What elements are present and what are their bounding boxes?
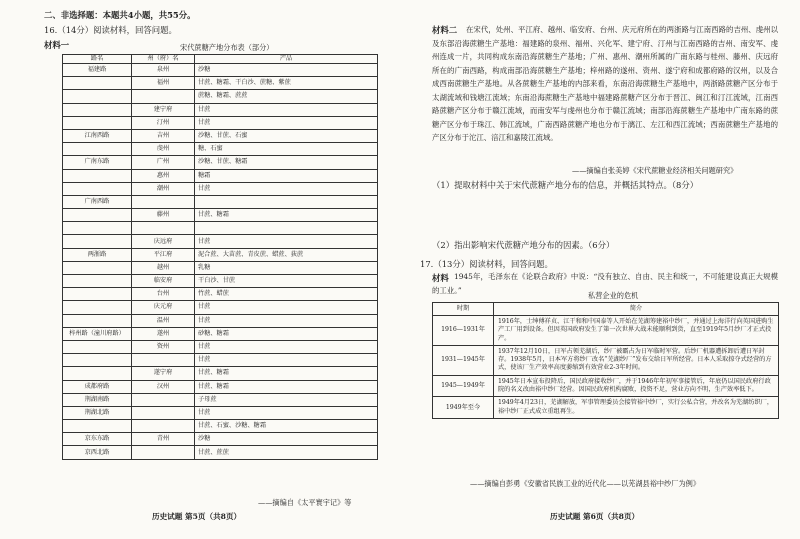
- material2-source: ——摘编自张美婷《宋代蔗糖业经济相关问题研究》: [572, 166, 738, 175]
- route-cell: [63, 261, 132, 274]
- prefecture-cell: [132, 195, 195, 208]
- table-row: [63, 90, 378, 103]
- table-row: [63, 420, 378, 433]
- prefecture-cell: 温州: [132, 314, 195, 327]
- prefecture-cell: [132, 90, 195, 103]
- route-cell: 梓州路（潼川府路）: [63, 327, 132, 340]
- route-cell: 京东东路: [63, 433, 132, 446]
- route-cell: [63, 103, 132, 116]
- table-row: [63, 182, 378, 195]
- prefecture-cell: [132, 446, 195, 459]
- prefecture-cell: 越州: [132, 261, 195, 274]
- period-cell: 1949年至今: [433, 397, 494, 419]
- route-cell: [63, 77, 132, 90]
- summary-cell: 1916年，士绅傅祥贞、江干和和中国泰等人开始在芜湖筹建裕中纱厂，并通过上海洋行向英国进购生产工厂用到设备。但因英国政府发生了第一次世界大战未能顺利到货，直至1919年5月纱厂才正式投产。: [494, 316, 779, 346]
- sugar-production-table: [62, 54, 378, 460]
- table-row: [63, 116, 378, 129]
- table-row: [63, 314, 378, 327]
- product-cell: 甘蔗、糖霜、干白沙、蔗糖、紫蔗: [195, 77, 378, 90]
- product-cell: [195, 195, 378, 208]
- product-cell: 甘蔗: [195, 301, 378, 314]
- prefecture-cell: 青州: [132, 433, 195, 446]
- prefecture-cell: 汀州: [132, 116, 195, 129]
- route-cell: 两浙路: [63, 248, 132, 261]
- prefecture-cell: [132, 420, 195, 433]
- route-cell: [63, 420, 132, 433]
- table-row: [63, 129, 378, 142]
- product-cell: 甘蔗: [195, 116, 378, 129]
- product-cell: 竹蔗、蜡蔗: [195, 288, 378, 301]
- table-row: [433, 397, 779, 419]
- route-cell: [63, 169, 132, 182]
- table-row: [63, 235, 378, 248]
- route-cell: [63, 301, 132, 314]
- q16-stem: 16.（14分）阅读材料，回答问题。: [44, 25, 177, 35]
- left-footer: 历史试题 第5页（共8页）: [152, 512, 242, 521]
- prefecture-cell: [132, 406, 195, 419]
- question-16-1: （1）提取材料中关于宋代蔗糖产地分布的信息，并概括其特点。（8分）: [432, 180, 699, 190]
- product-cell: 子母蔗: [195, 393, 378, 406]
- prefecture-cell: 福州: [132, 77, 195, 90]
- product-cell: 沙糖: [195, 64, 378, 77]
- product-cell: 甘蔗、石蜜、沙糖、糖霜: [195, 420, 378, 433]
- product-cell: 甘蔗: [195, 314, 378, 327]
- summary-cell: 1949年4月23日，芜湖解放，军事管理委员会接管裕中纱厂，实行公私合营，并改名为芜湖纺织厂，裕中纱厂正式成立重组再生。: [494, 397, 779, 419]
- table-row: [63, 169, 378, 182]
- table-row: [63, 446, 378, 459]
- route-cell: 福建路: [63, 64, 132, 77]
- table-row: [433, 345, 779, 375]
- prefecture-cell: 惠州: [132, 169, 195, 182]
- product-cell: 甘蔗: [195, 103, 378, 116]
- product-cell: 沙糖、甘蔗、石蜜: [195, 129, 378, 142]
- prefecture-cell: 潮州: [132, 182, 195, 195]
- route-cell: [63, 116, 132, 129]
- period-cell: 1916—1931年: [433, 316, 494, 346]
- table-row: [63, 143, 378, 156]
- col-product: 产品: [195, 55, 378, 64]
- prefecture-cell: 广州: [132, 156, 195, 169]
- table1-title: 宋代蔗糖产地分布表（部分）: [180, 43, 274, 52]
- product-cell: 甘蔗、糖霜: [195, 209, 378, 222]
- product-cell: [195, 222, 378, 235]
- table2-title: 私营企业的危机: [588, 291, 639, 300]
- product-cell: 甘蔗: [195, 182, 378, 195]
- product-cell: 甘蔗、糖霜: [195, 367, 378, 380]
- product-cell: 甘蔗: [195, 340, 378, 353]
- period-cell: 1945—1949年: [433, 375, 494, 397]
- prefecture-cell: 庆远府: [132, 235, 195, 248]
- table-row: [63, 288, 378, 301]
- material-text: 1945年，毛泽东在《论联合政府》中说：“没有独立、自由、民主和统一，不可能建设真正大规模的工业。”: [432, 272, 778, 295]
- table-row: [63, 380, 378, 393]
- question-16-2: （2）指出影响宋代蔗糖产地分布的因素。（6分）: [432, 240, 615, 250]
- route-cell: 广南东路: [63, 156, 132, 169]
- product-cell: 甘蔗: [195, 354, 378, 367]
- table-row: [433, 375, 779, 397]
- route-cell: 江南西路: [63, 129, 132, 142]
- prefecture-cell: 建宁府: [132, 103, 195, 116]
- summary-cell: 1937年12月10日，日军占领芜湖后，纱厂被霸占为日军临时军营。后纱厂机器遭拆卸后遭日军封存。1938年5月，日本军方将纱厂改名“芜湖纱厂”发布交给日军所经营。日本人采取掠夺式经营的方式，使该厂生产效率高度萎缩到有效营业2-3年时间。: [494, 345, 779, 375]
- material1-label: 材料一: [44, 40, 70, 50]
- prefecture-cell: 遂宁府: [132, 367, 195, 380]
- q17-stem: 17.（13分）阅读材料，回答问题。: [420, 259, 553, 269]
- prefecture-cell: 汉州: [132, 380, 195, 393]
- right-footer: 历史试题 第6页（共8页）: [550, 512, 640, 521]
- prefecture-cell: 资州: [132, 340, 195, 353]
- table-row: [63, 64, 378, 77]
- table-row: [63, 301, 378, 314]
- prefecture-cell: 平江府: [132, 248, 195, 261]
- col-period: 时期: [433, 303, 494, 316]
- route-cell: [63, 314, 132, 327]
- table-row: [63, 248, 378, 261]
- product-cell: 甘蔗: [195, 406, 378, 419]
- table-header-row: [63, 55, 378, 64]
- prefecture-cell: 临安府: [132, 275, 195, 288]
- product-cell: 甘蔗、蔗蔗: [195, 446, 378, 459]
- private-enterprise-crisis-table: [432, 302, 779, 419]
- prefecture-cell: 吉州: [132, 129, 195, 142]
- product-cell: 蔗糖、糖霜、蔗蔗: [195, 90, 378, 103]
- section-heading: 二、非选择题：本题共4小题，共55分。: [44, 10, 196, 20]
- table-row: [63, 77, 378, 90]
- table-row: [63, 406, 378, 419]
- material-label: 材料: [432, 273, 449, 283]
- table-row: [63, 222, 378, 235]
- col-prefecture: 州（府）名: [132, 55, 195, 64]
- table-row: [63, 354, 378, 367]
- col-summary: 简介: [494, 303, 779, 316]
- route-cell: [63, 340, 132, 353]
- route-cell: 荆湖北路: [63, 406, 132, 419]
- material2-label: 材料二: [432, 25, 458, 35]
- product-cell: 糖霜: [195, 169, 378, 182]
- table-row: [63, 393, 378, 406]
- route-cell: 成都府路: [63, 380, 132, 393]
- prefecture-cell: [132, 354, 195, 367]
- prefecture-cell: 遂州: [132, 327, 195, 340]
- route-cell: 京西北路: [63, 446, 132, 459]
- table-row: [63, 433, 378, 446]
- prefecture-cell: 台州: [132, 288, 195, 301]
- route-cell: [63, 288, 132, 301]
- table-header-row: [433, 303, 779, 316]
- prefecture-cell: [132, 222, 195, 235]
- table-row: [63, 156, 378, 169]
- material2-text: 在宋代，处州、平江府、越州、临安府、台州、庆元府所在的两浙路与江南西路的吉州、虔州以及东部沿海蔗糖生产基地：福建路的泉州、福州、兴化军、建宁府、汀州与江南西路的吉州、南安军、虔州连成一片，共同构成东南沿海蔗糖生产基地；广州、惠州、潮州所属的广南东路与桂州、藤州、庆远府所在的广南西路，构成南部沿海蔗糖生产基地；梓州路的遂州、资州、遂宁府和成都府路的汉州，以及合成西南蔗糖生产基地。从各蔗糖生产基地的内部来看，东南沿海蔗糖生产基地中，两浙路蔗糖产区分布于太湖流域和钱塘江流域；东南沿海蔗糖生产基地中福建路蔗糖产区分布于晋江、闽江和汀江流域，江南西路蔗糖产区分布于赣江流域，而南安军与虔州也分布于赣江流域；南部沿海蔗糖生产基地中广南东路的蔗糖产区分布于珠江、韩江流域，广南西路蔗糖产地也分布于漓江、左江和西江流域；西南蔗糖生产基地的产区分布于沱江、涪江和嘉陵江流域。: [432, 25, 778, 142]
- product-cell: 甘蔗: [195, 235, 378, 248]
- summary-cell: 1945年日本宣布投降后，国民政府接收纱厂，并于1946年年初军事接管后，年底仍以国民政府行政院的名义改由裕中纱厂经营。因国民政府机构腐败，投资不足，营业方向不明，生产效率低下。: [494, 375, 779, 397]
- route-cell: [63, 209, 132, 222]
- table-row: [63, 275, 378, 288]
- col-route: 路名: [63, 55, 132, 64]
- table-row: [63, 340, 378, 353]
- route-cell: [63, 143, 132, 156]
- product-cell: 糖、石蜜: [195, 143, 378, 156]
- table-row: [63, 195, 378, 208]
- product-cell: 砂糖、糖霜: [195, 327, 378, 340]
- table-row: [63, 103, 378, 116]
- route-cell: [63, 90, 132, 103]
- table-row: [63, 261, 378, 274]
- product-cell: 乳糖: [195, 261, 378, 274]
- route-cell: [63, 235, 132, 248]
- route-cell: [63, 367, 132, 380]
- table-row: [433, 316, 779, 346]
- route-cell: [63, 182, 132, 195]
- prefecture-cell: 虔州: [132, 143, 195, 156]
- prefecture-cell: [132, 393, 195, 406]
- period-cell: 1931—1945年: [433, 345, 494, 375]
- route-cell: [63, 222, 132, 235]
- table-row: [63, 209, 378, 222]
- table-row: [63, 367, 378, 380]
- prefecture-cell: 泉州: [132, 64, 195, 77]
- route-cell: [63, 275, 132, 288]
- right-page: [400, 0, 800, 539]
- product-cell: 泥合蔗、大苗蔗、青皮蔗、蜡蔗、荻蔗: [195, 248, 378, 261]
- prefecture-cell: 庆元府: [132, 301, 195, 314]
- route-cell: 广南西路: [63, 195, 132, 208]
- table1-source: ——摘编自《太平寰宇记》等: [258, 498, 352, 507]
- table2-source: ——摘编自彭勇《安徽省民族工业的近代化——以芜湖县裕中纱厂为例》: [470, 479, 701, 488]
- product-cell: 甘蔗、糖霜: [195, 380, 378, 393]
- route-cell: [63, 354, 132, 367]
- product-cell: 干白沙、甘蔗: [195, 275, 378, 288]
- product-cell: 沙糖、甘蔗、糖霜: [195, 156, 378, 169]
- prefecture-cell: 藤州: [132, 209, 195, 222]
- table-row: [63, 327, 378, 340]
- product-cell: 沙糖: [195, 433, 378, 446]
- route-cell: 荆湖南路: [63, 393, 132, 406]
